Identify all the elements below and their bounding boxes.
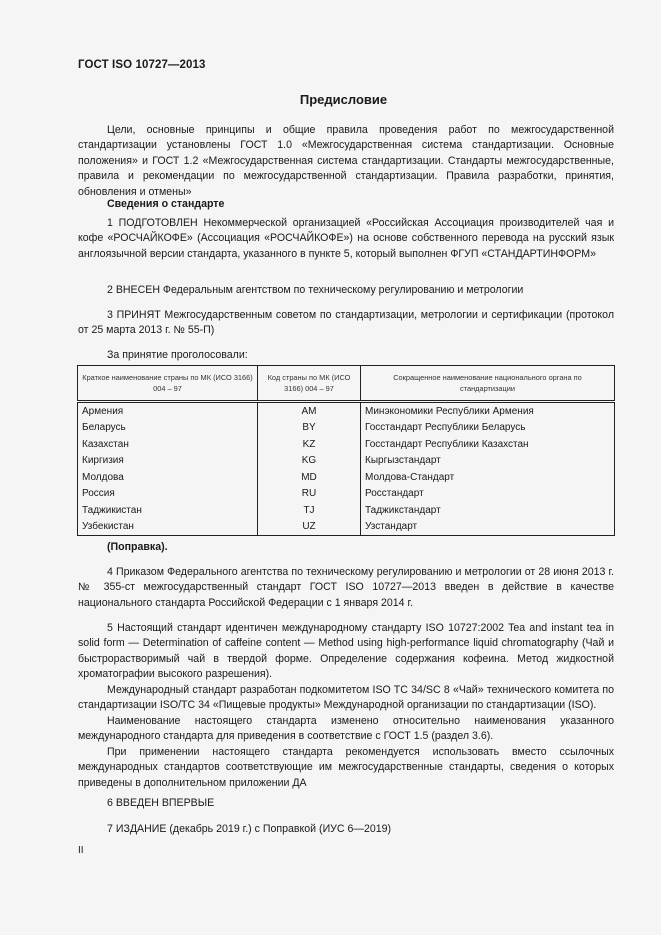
country-cell: Беларусь [78,420,258,437]
item-5-subcommittee-paragraph: Международный стандарт разработан подкомитетом ISO TC 34/SC 8 «Чай» технического комитета по стандартизации ISO/TC 34 «Пищевые продукты» Международной организации по стандартизации (ISO). [78,684,614,712]
column-header-country: Краткое наименование страны по МК (ИСО 3166) 004 – 97 [78,366,258,402]
country-cell: Таджикистан [78,502,258,519]
table-row [78,420,615,437]
code-cell: BY [258,420,361,437]
code-cell: MD [258,469,361,486]
item-1-paragraph: 1 ПОДГОТОВЛЕН Некоммерческой организацией «Российская Ассоциация производителей чая и кофе «РОСЧАЙКОФЕ» (Ассоциация «РОСЧАЙКОФЕ») на основе собственного перевода на русский язык англоязычной версии стандарта, указанного в пункте 5, который выполнен ФГУП «СТАНДАРТИНФОРМ» [78,217,614,260]
country-cell: Молдова [78,469,258,486]
column-header-code: Код страны по МК (ИСО 3166) 004 – 97 [258,366,361,402]
column-header-body: Сокращенное наименование национального органа по стандартизации [361,366,615,402]
body-cell: Минэкономики Республики Армения [361,402,615,420]
item-3-paragraph: 3 ПРИНЯТ Межгосударственным советом по стандартизации, метрологии и сертификации (протокол от 25 марта 2013 г. № 55-П) [78,309,614,337]
voted-label: За принятие проголосовали: [107,349,248,361]
body-cell: Таджикстандарт [361,502,615,519]
country-cell: Казахстан [78,436,258,453]
body-cell: Узстандарт [361,519,615,536]
item-7-line: 7 ИЗДАНИЕ (декабрь 2019 г.) с Поправкой (ИУС 6—2019) [107,823,392,835]
table-header-row [78,366,615,402]
country-cell: Россия [78,486,258,503]
table-row [78,436,615,453]
amendment-note: (Поправка). [107,541,168,553]
table-row [78,402,615,420]
page-number: II [78,845,84,856]
voting-table [77,365,615,536]
item-4-paragraph: 4 Приказом Федерального агентства по техническому регулированию и метрологии от 28 июня 2013 г. № 355-ст межгосударственный стандарт ГОСТ ISO 10727—2013 введен в действие в качестве национального стандарта Российской Федерации с 1 января 2014 г. [78,566,614,609]
table-row [78,469,615,486]
body-cell: Госстандарт Республики Казахстан [361,436,615,453]
code-cell: KZ [258,436,361,453]
code-cell: UZ [258,519,361,536]
intro-paragraph: Цели, основные принципы и общие правила проведения работ по межгосударственной стандартизации установлены ГОСТ 1.0 «Межгосударственная система стандартизации. Основные положения» и ГОСТ 1.2 «Межгосударственная система стандартизации. Стандарты межгосударственные, правила и рекомендации по межгосударственной стандартизации. Правила разработки, принятия, обновления и отмены» [78,124,614,198]
country-cell: Узбекистан [78,519,258,536]
country-cell: Армения [78,402,258,420]
item-5-name-change-paragraph: Наименование настоящего стандарта изменено относительно наименования указанного международного стандарта для приведения в соответствие с ГОСТ 1.5 (раздел 3.6). [78,715,614,743]
body-cell: Госстандарт Республики Беларусь [361,420,615,437]
country-cell: Киргизия [78,453,258,470]
code-cell: KG [258,453,361,470]
item-6-line: 6 ВВЕДЕН ВПЕРВЫЕ [107,797,215,809]
code-cell: TJ [258,502,361,519]
table-row [78,486,615,503]
table-row [78,453,615,470]
table-row [78,502,615,519]
body-cell: Кыргызстандарт [361,453,615,470]
code-cell: AM [258,402,361,420]
item-2-paragraph: 2 ВНЕСЕН Федеральным агентством по техническому регулированию и метрологии [107,284,524,296]
item-5-paragraph: 5 Настоящий стандарт идентичен международному стандарту ISO 10727:2002 Tea and instant tea in solid form — Determination of caffeine content — Method using high-performance liquid chromatography (Чай и быстрорастворимый чай в твердой форме. Определение содержания кофеина. Метод жидкостной хроматографии высокого разрешения). [78,622,614,681]
document-code: ГОСТ ISO 10727—2013 [78,59,206,71]
table-row [78,519,615,536]
page-title: Предисловие [299,92,388,107]
section-heading: Сведения о стандарте [107,198,225,210]
item-5-application-paragraph: При применении настоящего стандарта рекомендуется использовать вместо ссылочных международных стандартов соответствующие им межгосударственные стандарты, сведения о которых приведены в дополнительном приложении ДА [78,746,614,789]
code-cell: RU [258,486,361,503]
body-cell: Росстандарт [361,486,615,503]
body-cell: Молдова-Стандарт [361,469,615,486]
